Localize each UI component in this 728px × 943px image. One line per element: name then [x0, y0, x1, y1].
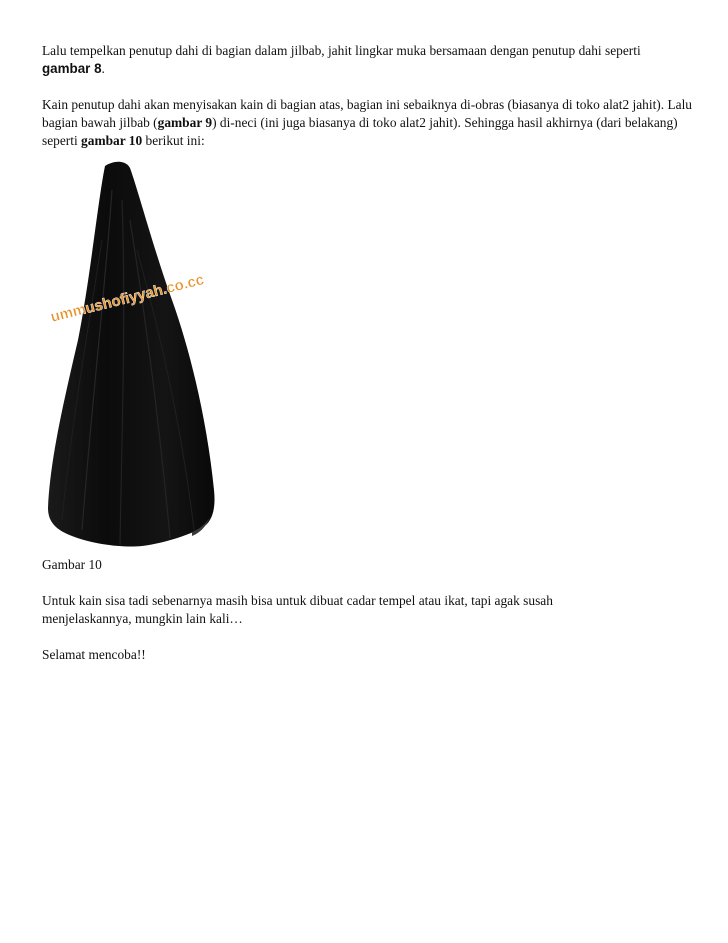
- figure-ref-gambar-9: gambar 9: [157, 115, 213, 130]
- garment-body: [48, 162, 215, 547]
- jilbab-back-view-image: [42, 160, 237, 558]
- paragraph-leftover-fabric: Untuk kain sisa tadi sebenarnya masih bisa untuk dibuat cadar tempel atau ikat, tapi agak susah menjelaskannya, mungkin lain kali…: [42, 593, 553, 626]
- paragraph-attach-forehead-cover: [42, 42, 692, 78]
- figure-ref-gambar-8: gambar 8: [42, 61, 102, 76]
- paragraph1-text: Lalu tempelkan penutup dahi di bagian dalam jilbab, jahit lingkar muka bersamaan dengan penutup dahi seperti: [42, 43, 641, 58]
- paragraph-closing: Selamat mencoba!!: [42, 647, 146, 662]
- paragraph2-text-a: Kain penutup dahi akan menyisakan kain di bagian atas, bagian ini sebaiknya di-obras (biasanya di toko alat2 jahit). Lalu bagian bawah jilbab (: [42, 97, 692, 130]
- figure-caption: Gambar 10: [42, 557, 102, 572]
- watermark-text: ummushofiyyah.co.cc: [48, 271, 206, 326]
- paragraph1-end: .: [101, 61, 105, 76]
- jilbab-illustration: [42, 160, 237, 558]
- paragraph2-text-c: berikut ini:: [142, 133, 205, 148]
- figure-ref-gambar-10: gambar 10: [81, 133, 143, 148]
- paragraph2-text-b: ) di-neci (ini juga biasanya di toko alat2 jahit). Sehingga hasil akhirnya (dari belakang) seperti: [42, 115, 678, 148]
- paragraph-finishing: [42, 96, 692, 150]
